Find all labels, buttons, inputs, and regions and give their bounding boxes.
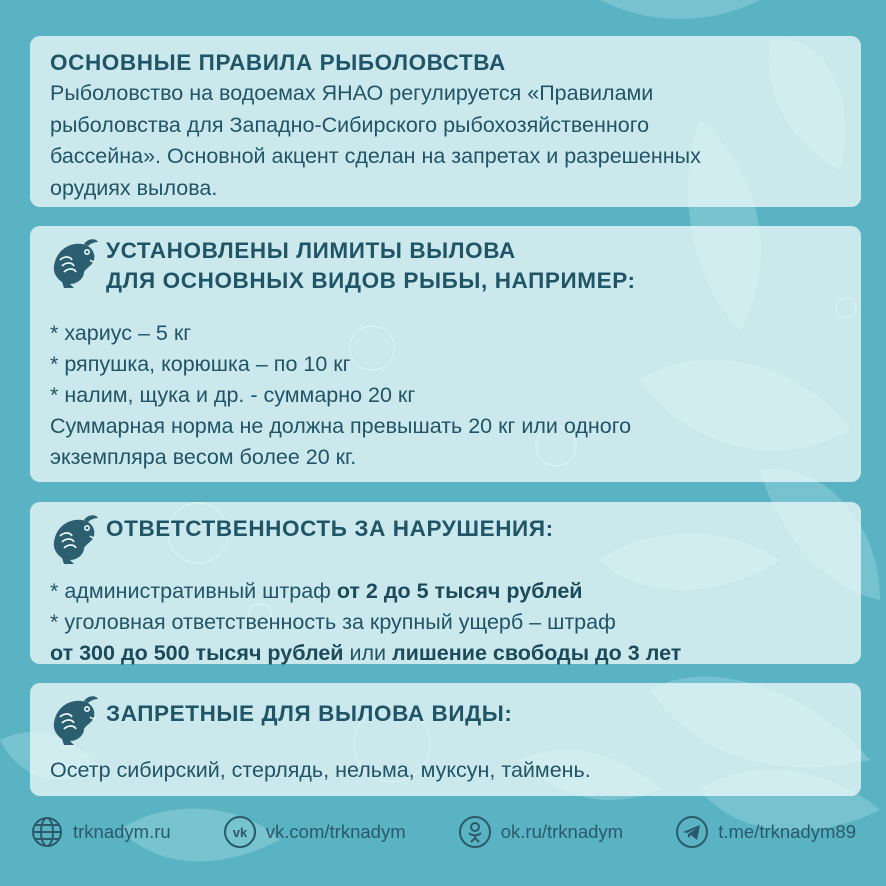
- liability-title: ОТВЕТСТВЕННОСТЬ ЗА НАРУШЕНИЯ:: [106, 516, 554, 541]
- limit-item: * налим, щука и др. - суммарно 20 кг: [50, 383, 416, 407]
- rules-line: бассейна». Основной акцент сделан на запретах и разрешенных: [50, 144, 701, 168]
- ok-link[interactable]: [458, 815, 623, 849]
- limit-item: * хариус – 5 кг: [50, 321, 192, 345]
- svg-text:vk: vk: [232, 825, 248, 840]
- vk-icon: [223, 815, 257, 849]
- rules-line: рыболовства для Западно-Сибирского рыбохозяйственного: [50, 112, 650, 137]
- limits-title-line: ДЛЯ ОСНОВНЫХ ВИДОВ РЫБЫ, НАПРИМЕР:: [106, 268, 636, 293]
- vk-link-label: vk.com/trknadym: [265, 821, 406, 842]
- liability-imprisonment: лишение свободы до 3 лет: [392, 641, 682, 665]
- banned-text: Осетр сибирский, стерлядь, нельма, муксун, таймень.: [50, 758, 591, 782]
- limits-heading: [50, 236, 841, 296]
- liability-card: [30, 502, 861, 664]
- limit-item: * ряпушка, корюшка – по 10 кг: [50, 352, 351, 376]
- banned-card: [30, 683, 861, 796]
- limits-card: [30, 226, 861, 482]
- limits-title-line: УСТАНОВЛЕНЫ ЛИМИТЫ ВЫЛОВА: [106, 238, 516, 263]
- liability-line: [50, 576, 841, 607]
- telegram-icon: [675, 815, 709, 849]
- telegram-link-label: t.me/trknadym89: [718, 821, 856, 842]
- liability-text: [50, 576, 841, 669]
- vk-link[interactable]: [223, 815, 406, 849]
- liability-admin-fine: от 2 до 5 тысяч рублей: [336, 579, 583, 603]
- liability-or: или: [343, 641, 393, 665]
- liability-line: * уголовная ответственность за крупный ущерб – штраф: [50, 610, 616, 634]
- rules-line: Рыболовство на водоемах ЯНАО регулируется «Правилами: [50, 81, 654, 105]
- rules-line: орудиях вылова.: [50, 175, 218, 200]
- globe-icon: [30, 815, 64, 849]
- liability-heading: [50, 512, 841, 566]
- rules-title: ОСНОВНЫЕ ПРАВИЛА РЫБОЛОВСТВА: [50, 50, 506, 75]
- fish-icon: [50, 236, 100, 290]
- site-link-label: trknadym.ru: [73, 821, 171, 842]
- ok-link-label: ok.ru/trknadym: [500, 821, 624, 842]
- rules-text: [50, 78, 841, 204]
- banned-title: ЗАПРЕТНЫЕ ДЛЯ ВЫЛОВА ВИДЫ:: [106, 701, 513, 726]
- liability-line: [50, 638, 841, 669]
- site-link[interactable]: [30, 815, 171, 849]
- footer-links: [30, 812, 856, 852]
- fish-icon: [50, 693, 100, 747]
- rules-card: [30, 36, 861, 207]
- liability-criminal-fine: от 300 до 500 тысяч рублей: [50, 641, 344, 665]
- limits-list: [50, 318, 841, 473]
- telegram-link[interactable]: [675, 815, 856, 849]
- liability-line1-prefix: * административный штраф: [50, 579, 337, 603]
- limits-note-line: Суммарная норма не должна превышать 20 кг или одного: [50, 414, 632, 438]
- banned-heading: [50, 693, 841, 747]
- limits-note-line: экземпляра весом более 20 кг.: [50, 445, 357, 469]
- fish-icon: [50, 512, 100, 566]
- ok-icon: [458, 815, 492, 849]
